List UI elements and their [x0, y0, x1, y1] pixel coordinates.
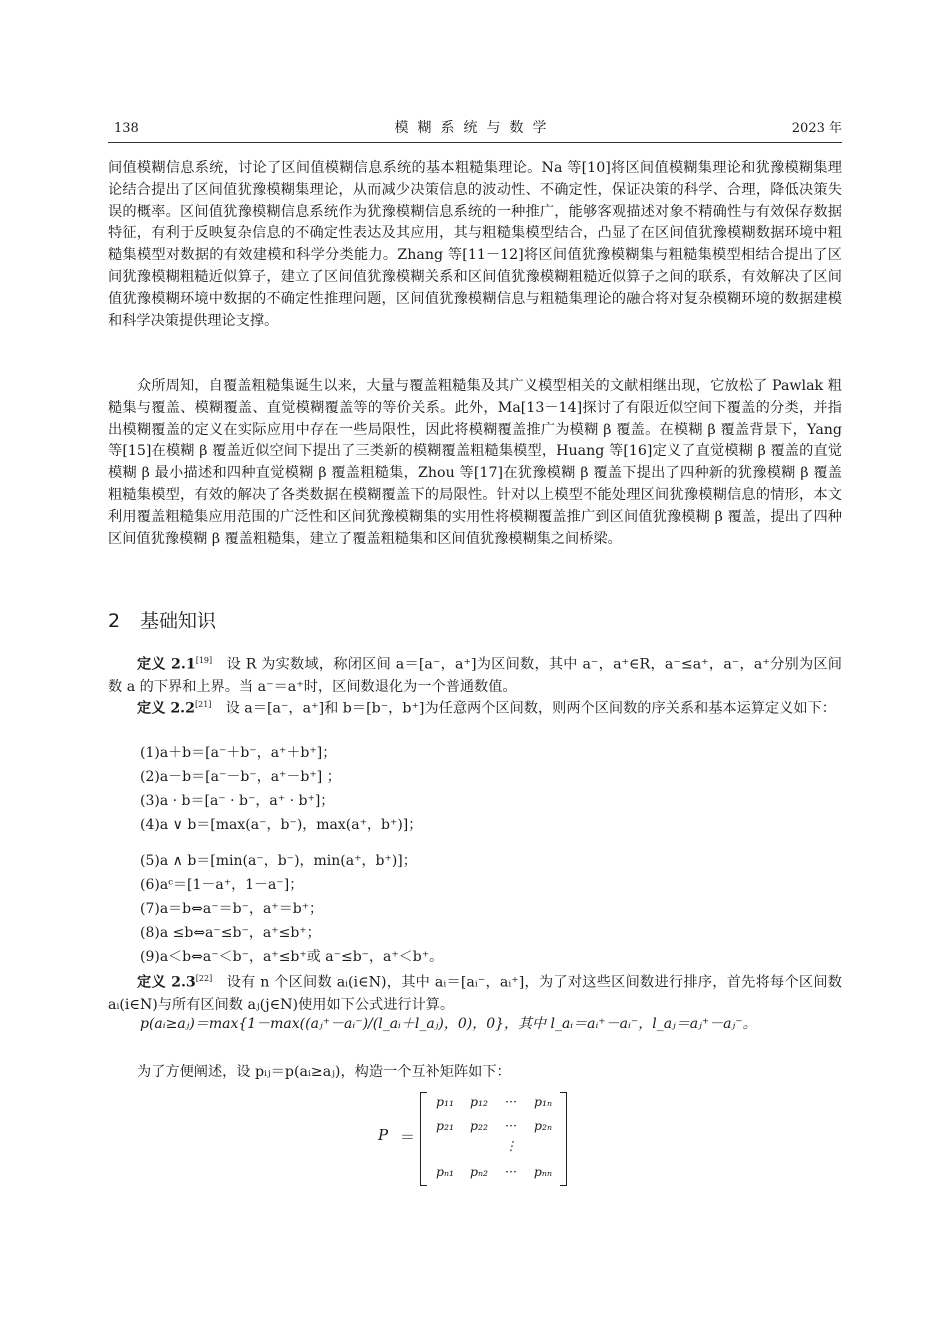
definition-label: 定义 2.1: [137, 656, 196, 673]
operation-item: (1)a＋b＝[a⁻＋b⁻，a⁺＋b⁺]；: [140, 745, 337, 761]
journal-title: 模糊系统与数学: [394, 120, 556, 136]
operation-item: (9)a＜b⇔a⁻＜b⁻，a⁺≤b⁺或 a⁻≤b⁻，a⁺＜b⁺。: [140, 949, 444, 965]
definition-2-3: [108, 968, 842, 1016]
matrix-symbol: P: [378, 1126, 389, 1144]
ranking-formula: p(aᵢ≥aⱼ)＝max{1－max((aⱼ⁺－aᵢ⁻)/(l_aᵢ＋l_aⱼ)，0)，0}，其中 l_aᵢ＝aᵢ⁺－aᵢ⁻，l_aⱼ＝aⱼ⁺－aⱼ⁻。: [140, 1016, 757, 1032]
section-title: 基础知识: [140, 610, 217, 632]
matrix-cell: p₁₂: [469, 1094, 489, 1109]
operation-item: (6)aᶜ＝[1－a⁺，1－a⁻]；: [140, 877, 304, 893]
definition-2-2: [108, 694, 842, 721]
matrix-cell: ···: [505, 1094, 517, 1109]
complementary-matrix: [378, 1092, 578, 1184]
definition-text: 设 R 为实数域，称闭区间 a＝[a⁻，a⁺]为区间数，其中 a⁻，a⁺∈R，a⁻≤a⁺，a⁻，a⁺分别为区间数 a 的下界和上界。当 a⁻＝a⁺时，区间数退化为一个普通数值。: [108, 656, 842, 695]
matrix-cell: pₙ₁: [435, 1164, 455, 1179]
citation: [21]: [195, 700, 212, 709]
operation-item: (8)a ≤b⇔a⁻≤b⁻，a⁺≤b⁺；: [140, 925, 321, 941]
matrix-cell: ···: [505, 1164, 517, 1179]
definition-2-1: [108, 650, 842, 698]
matrix-cell: pₙ₂: [469, 1164, 489, 1179]
matrix-cell: p₁ₙ: [533, 1094, 553, 1109]
definition-label: 定义 2.2: [137, 700, 195, 717]
page-number: 138: [114, 121, 139, 136]
matrix-cell: pₙₙ: [533, 1164, 553, 1179]
operation-item: (7)a＝b⇔a⁻＝b⁻，a⁺＝b⁺；: [140, 901, 324, 917]
citation: [19]: [195, 656, 213, 665]
matrix-intro: 为了方便阐述，设 pᵢⱼ＝p(aᵢ≥aⱼ)，构造一个互补矩阵如下：: [137, 1064, 511, 1080]
intro-paragraph-2: 众所周知，自覆盖粗糙集诞生以来，大量与覆盖粗糙集及其广义模型相关的文献相继出现，它放松了 Pawlak 粗糙集与覆盖、模糊覆盖、直觉模糊覆盖等的等价关系。此外，Ma[13－14]探讨了有限近似空间下覆盖的分类，并指出模糊覆盖的定义在实际应用中存在一些局限性，因此将模糊覆盖推广为模糊 β 覆盖。在模糊 β 覆盖背景下，Yang 等[15]在模糊 β 覆盖近似空间下提出了三类新的模糊覆盖粗糙集模型，Huang 等[16]定义了直觉模糊 β 覆盖的直觉模糊 β 最小描述和四种直觉模糊 β 覆盖粗糙集，Zhou 等[17]在犹豫模糊 β 覆盖下提出了四种新的犹豫模糊 β 覆盖粗糙集模型，有效的解决了各类数据在模糊覆盖下的局限性。针对以上模型不能处理区间犹豫模糊信息的情形，本文利用覆盖粗糙集应用范围的广泛性和区间犹豫模糊集的实用性将模糊覆盖推广到区间值犹豫模糊 β 覆盖，提出了四种区间值犹豫模糊 β 覆盖粗糙集，建立了覆盖粗糙集和区间值犹豫模糊集之间桥梁。: [108, 378, 842, 547]
right-bracket: [560, 1092, 567, 1186]
section-number: 2: [108, 610, 121, 632]
operation-item: (5)a ∧ b＝[min(a⁻，b⁻)，min(a⁺，b⁺)]；: [140, 853, 417, 869]
citation: [22]: [195, 974, 213, 983]
matrix-cell: p₁₁: [435, 1094, 455, 1109]
matrix-cell: p₂₂: [469, 1118, 489, 1133]
matrix-cell: p₂ₙ: [533, 1118, 553, 1133]
running-header: [108, 118, 842, 143]
matrix-cell: ···: [505, 1118, 517, 1133]
operation-item: (3)a · b＝[a⁻ · b⁻，a⁺ · b⁺]；: [140, 793, 335, 809]
section-heading: [108, 608, 216, 634]
definition-text: 设 a＝[a⁻，a⁺]和 b＝[b⁻，b⁺]为任意两个区间数，则两个区间数的序关系和基本运算定义如下：: [225, 700, 836, 717]
publication-year: 2023 年: [791, 121, 842, 136]
left-bracket: [420, 1092, 427, 1186]
matrix-cell: ⋮: [504, 1138, 518, 1153]
operation-item: (2)a－b＝[a⁻－b⁻，a⁺－b⁺] ；: [140, 769, 341, 785]
intro-paragraph-1: 间值模糊信息系统，讨论了区间值模糊信息系统的基本粗糙集理论。Na 等[10]将区间值模糊集理论和犹豫模糊集理论结合提出了区间值犹豫模糊集理论，从而减少决策信息的波动性、不确定性，保证决策的科学、合理，降低决策失误的概率。区间值犹豫模糊信息系统作为犹豫模糊信息系统的一种推广，能够客观描述对象不精确性与有效保存数据特征，有利于反映复杂信息的不确定性表达及其应用，其与粗糙集模型结合，凸显了在区间值犹豫模糊数据环境中粗糙集模型对数据的有效建模和科学分类能力。Zhang 等[11－12]将区间值犹豫模糊集与粗糙集模型相结合提出了区间犹豫模糊粗糙近似算子，建立了区间值犹豫模糊关系和区间值犹豫模糊粗糙近似算子之间的联系，有效解决了区间值犹豫模糊环境中数据的不确定性推理问题，区间值犹豫模糊信息与粗糙集理论的融合将对复杂模糊环境的数据建模和科学决策提供理论支撑。: [108, 160, 842, 329]
operation-item: (4)a ∨ b＝[max(a⁻，b⁻)，max(a⁺，b⁺)]；: [140, 817, 423, 833]
definition-text: 设有 n 个区间数 aᵢ(i∈N)，其中 aᵢ＝[aᵢ⁻，aᵢ⁺]，为了对这些区间数进行排序，首先将每个区间数 aᵢ(i∈N)与所有区间数 aⱼ(j∈N)使用如下公式进行计算。: [108, 974, 842, 1013]
definition-label: 定义 2.3: [137, 974, 196, 991]
equals-sign: ＝: [400, 1128, 416, 1146]
matrix-cell: p₂₁: [435, 1118, 455, 1133]
